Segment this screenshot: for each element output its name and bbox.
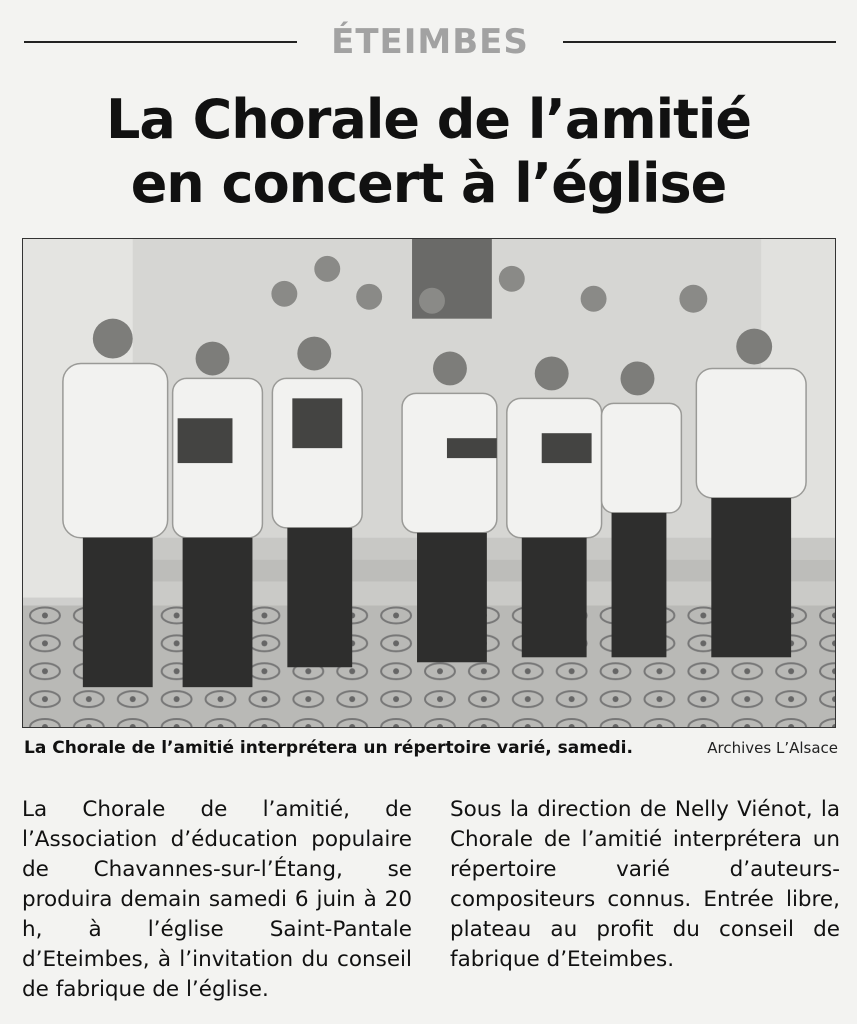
headline xyxy=(0,88,857,216)
photo-caption: La Chorale de l’amitié interprétera un répertoire varié, samedi. xyxy=(24,738,633,758)
article-body xyxy=(22,795,840,1005)
choir-photo xyxy=(22,238,836,728)
headline-line-2: en concert à l’église xyxy=(130,152,727,215)
article-column-1: La Chorale de l’amitié, de l’Association d’éducation populaire de Chavannes-sur-l’Étang, se produira demain samedi 6 juin à 20 h, à l’église Saint-Pantale d’Eteimbes, à l’invitation du conseil de fabrique de l’église. xyxy=(22,797,412,1002)
rubric-rule-right xyxy=(563,41,836,43)
rubric-rule-left xyxy=(24,41,297,43)
article-column-2: Sous la direction de Nelly Viénot, la Chorale de l’amitié interprétera un répertoire varié d’auteurs-compositeurs connus. Entrée libre, plateau au profit du conseil de fabrique d’Eteimbes. xyxy=(450,797,840,972)
section-rubric xyxy=(24,22,836,62)
photo-credit: Archives L’Alsace xyxy=(707,739,838,757)
headline-line-1: La Chorale de l’amitié xyxy=(105,88,752,151)
photo-caption-row xyxy=(24,738,838,758)
rubric-label: ÉTEIMBES xyxy=(331,22,529,62)
choir-photo-illustration xyxy=(23,239,835,727)
